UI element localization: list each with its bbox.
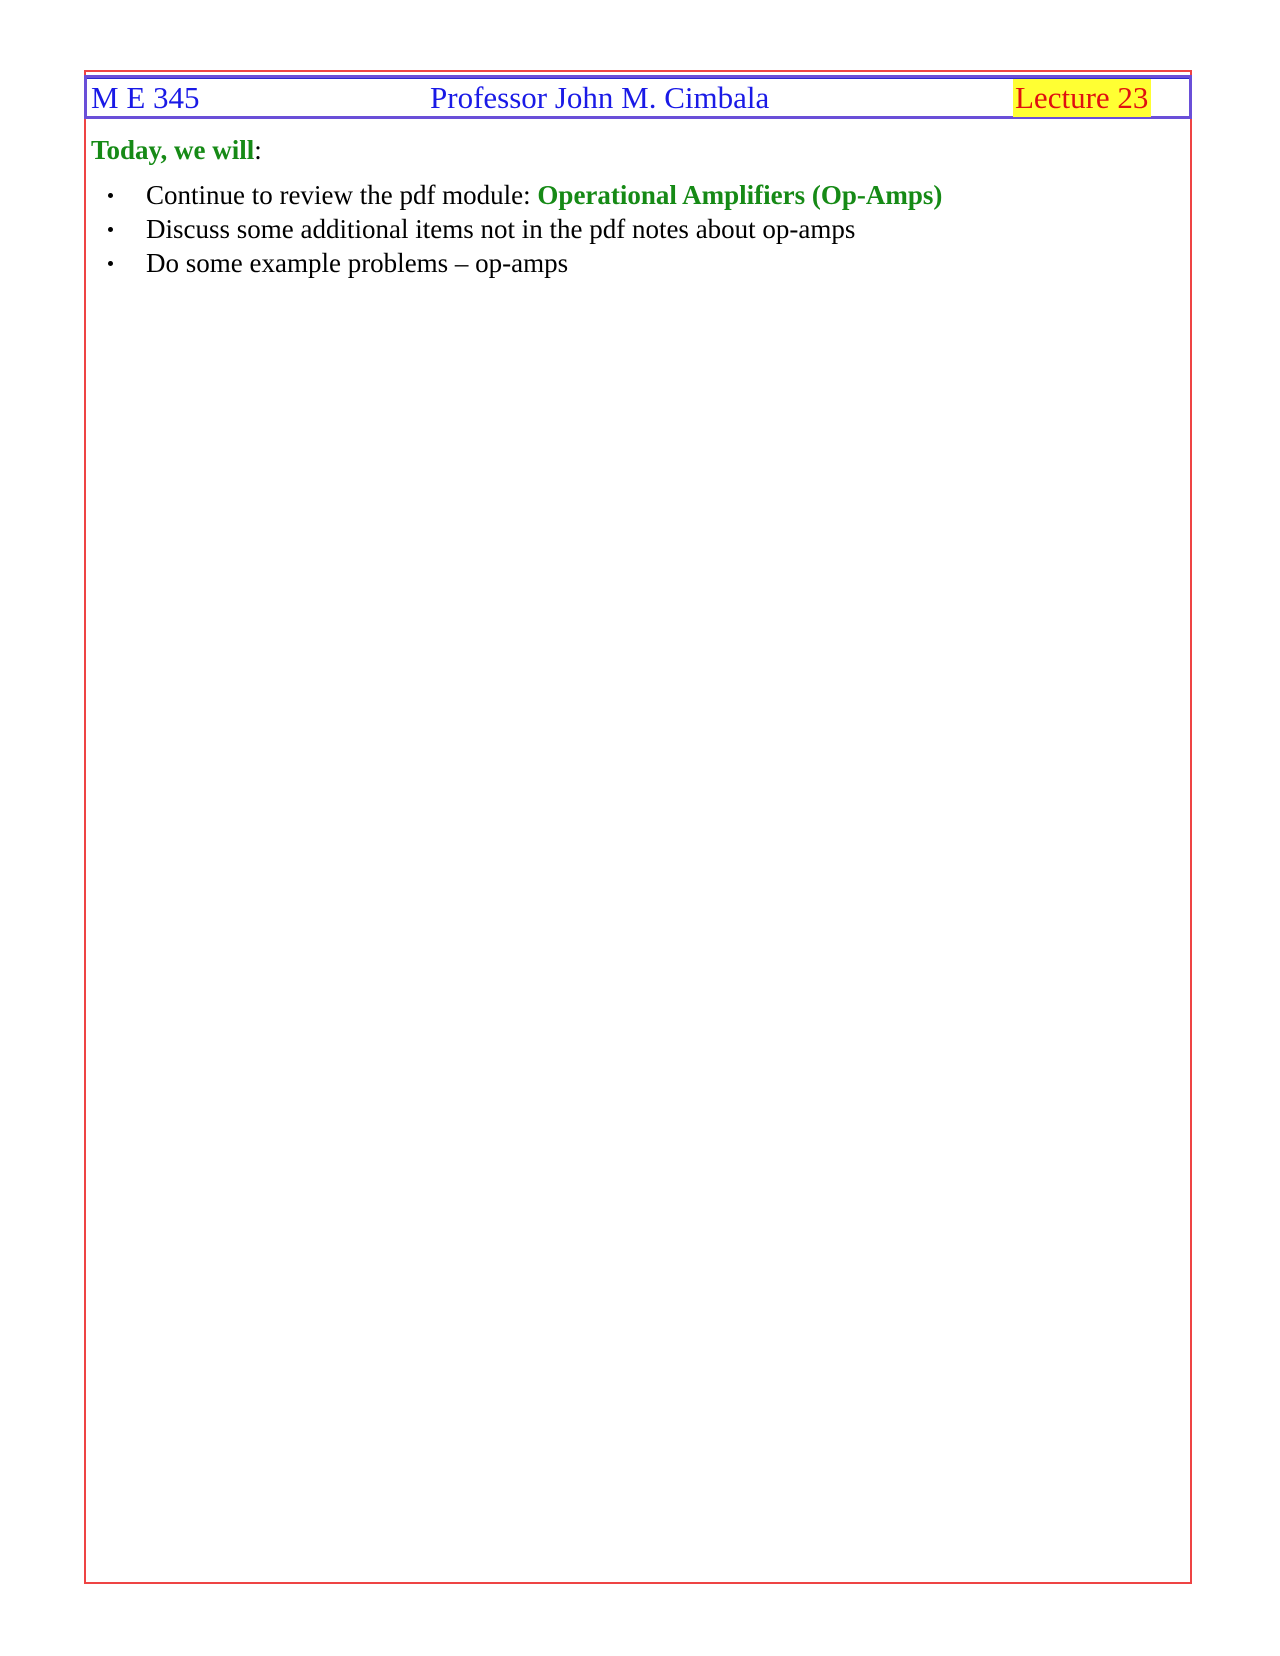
course-code: M E 345 [91,80,200,115]
list-item [105,246,942,280]
list-item [105,178,942,212]
list-item-emphasis: Operational Amplifiers (Op-Amps) [537,180,943,210]
intro-colon: : [254,135,262,165]
intro-line [91,133,262,167]
agenda-list [105,178,942,280]
list-item-text: Do some example problems – op-amps [146,248,569,278]
page-frame [84,70,1192,1584]
list-item-text: Discuss some additional items not in the pdf notes about op-amps [146,214,856,244]
professor-name: Professor John M. Cimbala [430,80,770,115]
bullet-icon [108,227,113,232]
bullet-icon [108,261,113,266]
intro-lead: Today, we will [91,135,255,165]
list-item-text: Continue to review the pdf module: [146,180,538,210]
lecture-number: Lecture 23 [1013,79,1151,117]
bullet-icon [108,193,113,198]
list-item [105,212,942,246]
